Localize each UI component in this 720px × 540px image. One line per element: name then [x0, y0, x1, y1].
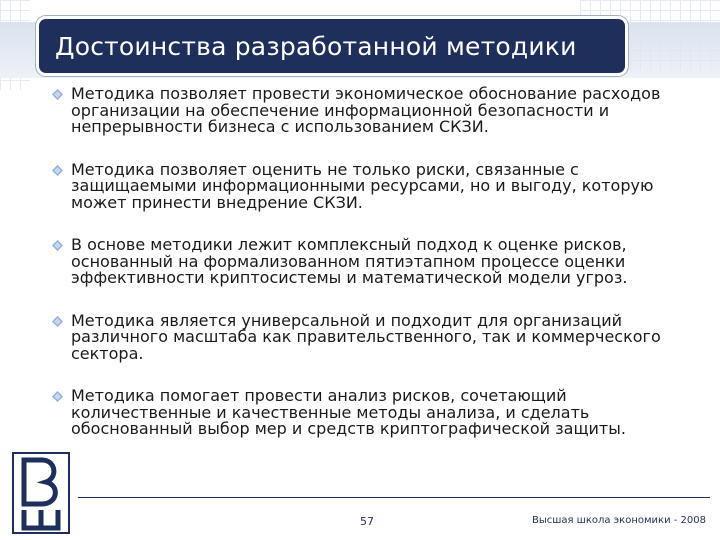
diamond-bullet-icon — [52, 165, 63, 176]
bullet-list — [52, 86, 702, 464]
bullet-text: Методика позволяет провести экономическое обоснование расходов организации на обеспечение информационной безопасности и непрерывности бизнеса с использованием СКЗИ. — [71, 84, 661, 136]
bullet-text: Методика помогает провести анализ рисков, сочетающий количественные и качественные методы анализа, и сделать обоснованный выбор мер и средств криптографической защиты. — [71, 386, 626, 438]
footer-organization: Высшая школа экономики - 2008 — [531, 515, 706, 526]
bullet-text: Методика является универсальной и подходит для организаций различного масштаба как правительственного, так и коммерческого сектора. — [71, 310, 661, 363]
diamond-bullet-icon — [52, 240, 63, 251]
diamond-bullet-icon — [52, 89, 63, 100]
bullet-item — [52, 86, 702, 136]
diamond-bullet-icon — [52, 316, 63, 327]
bullet-text: Методика позволяет оценить не только риски, связанные с защищаемыми информационными ресурсами, но и выгоду, которую может принести внедрение СКЗИ. — [71, 159, 654, 212]
bullet-item — [52, 237, 702, 287]
bullet-item — [52, 388, 702, 438]
bullet-text: В основе методики лежит комплексный подход к оценке рисков, основанный на формализованном пятиэтапном процессе оценки эффективности криптосистемы и математической модели угроз. — [71, 235, 628, 287]
hse-logo-icon — [12, 452, 70, 534]
footer-divider — [78, 497, 710, 498]
diamond-bullet-icon — [52, 391, 63, 402]
title-box — [36, 16, 628, 76]
slide-title: Достоинства разработанной методики — [55, 31, 577, 61]
page-number: 57 — [360, 515, 374, 528]
bullet-item — [52, 159, 702, 212]
bullet-item — [52, 310, 702, 363]
